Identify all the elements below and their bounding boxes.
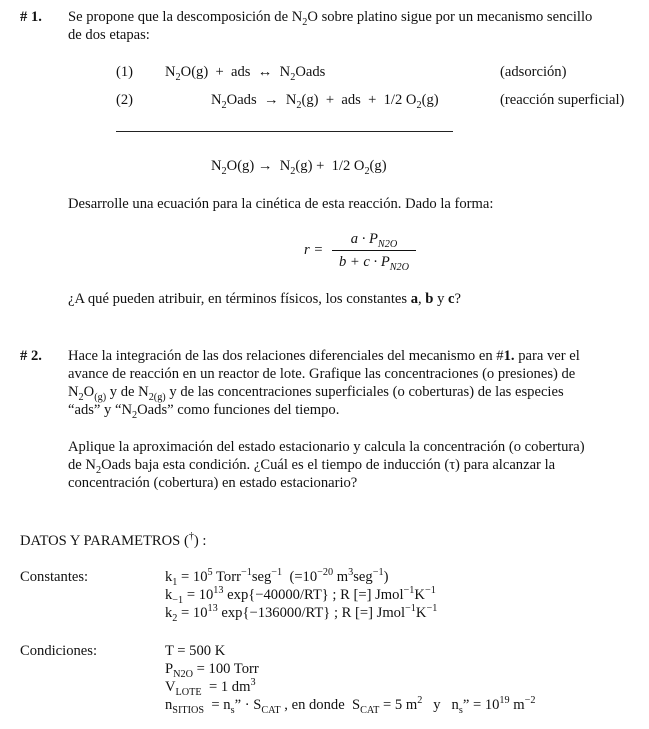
step-2-equation: $N_2Oads \to N_2(g)$ + ads + 1/2 $O_2(g)$ — [211, 92, 439, 111]
rate-equation-lhs: r = — [304, 242, 324, 258]
problem-2-line2: avance de reacción en un reactor de lote. Grafique las concentraciones (o presiones) de — [68, 366, 576, 382]
problem-2-steady-line2: de $N_2Oads$ baja esta condición. ¿Cuál es el tiempo de inducción (τ) para alcanzar la — [68, 457, 556, 476]
rate-equation-denominator: $b + c \cdot P_{N2O}$ — [338, 254, 410, 273]
problem-2-line4: “ads” y “$N_2Oads$” como funciones del tiempo. — [68, 402, 340, 421]
constant-k-minus1: $k_{-1} = 10^{13}$ exp{−40000/RT} ; R [=] $Jmol^{-1}K^{-1}$ — [165, 585, 436, 606]
rate-equation-fraction-bar — [332, 250, 416, 251]
step-2-label: (2) — [116, 92, 134, 108]
step-1-label: (1) — [116, 64, 134, 80]
condiciones-label: Condiciones: — [20, 643, 98, 659]
problem-2-line1: Hace la integración de las dos relaciones diferenciales del mecanismo en #1. para ver el — [68, 348, 580, 364]
constant-k1: $k_1 = 10^5$ Torr$^{-1}$seg$^{-1}$ ($=10^{-20}$ $m^3seg^{-1}$) — [165, 567, 389, 588]
datos-title: DATOS Y PARAMETROS (†) : — [20, 531, 207, 549]
overall-reaction: $N_2O(g) \to N_2(g) + 1/2$ $O_2(g)$ — [211, 158, 387, 177]
constantes-label: Constantes: — [20, 569, 89, 585]
condition-temperature: T = 500 K — [165, 643, 226, 659]
question-constants: ¿A qué pueden atribuir, en términos físicos, los constantes a, b y c? — [68, 291, 461, 307]
problem-2-line3: $N_2O_{(g)}$ y de $N_{2(g)}$ y de las concentraciones superficiales (o coberturas) de las especies — [68, 384, 564, 403]
problem-2-steady-line3: concentración (cobertura) en estado estacionario? — [68, 475, 358, 491]
problem-1-number: # 1. — [20, 9, 42, 25]
sum-divider-line — [116, 131, 453, 132]
constant-k2: $k_2 = 10^{13}$ exp{−136000/RT} ; R [=] $Jmol^{-1}K^{-1}$ — [165, 603, 438, 624]
condition-volume: $V_{LOTE} = 1$ $dm^3$ — [165, 677, 256, 698]
condition-pressure: $P_{N2O} = 100$ Torr — [165, 661, 259, 680]
rate-equation-numerator: $a \cdot P_{N2O}$ — [350, 231, 398, 250]
problem-2-number: # 2. — [20, 348, 42, 364]
step-2-note: (reacción superficial) — [500, 92, 625, 108]
step-1-note: (adsorción) — [500, 64, 567, 80]
problem-1-intro-line2: de dos etapas: — [68, 27, 150, 43]
problem-1-intro-line1: Se propone que la descomposición de $N_2O$ sobre platino sigue por un mecanismo sencillo — [68, 9, 593, 28]
step-1-equation: $N_2O(g)$ + ads ↔ $N_2Oads$ — [165, 64, 326, 83]
problem-2-steady-line1: Aplique la aproximación del estado estacionario y calcula la concentración (o cobertura) — [68, 439, 585, 455]
condition-sites: $n_{SITIOS} = n_s$” · $S_{CAT}$ , en donde $S_{CAT} = 5$ $m^2$ y $n_s$” = $10^{19}$ $m^{-2}$ — [165, 695, 536, 716]
task-text: Desarrolle una ecuación para la cinética de esta reacción. Dado la forma: — [68, 196, 494, 212]
